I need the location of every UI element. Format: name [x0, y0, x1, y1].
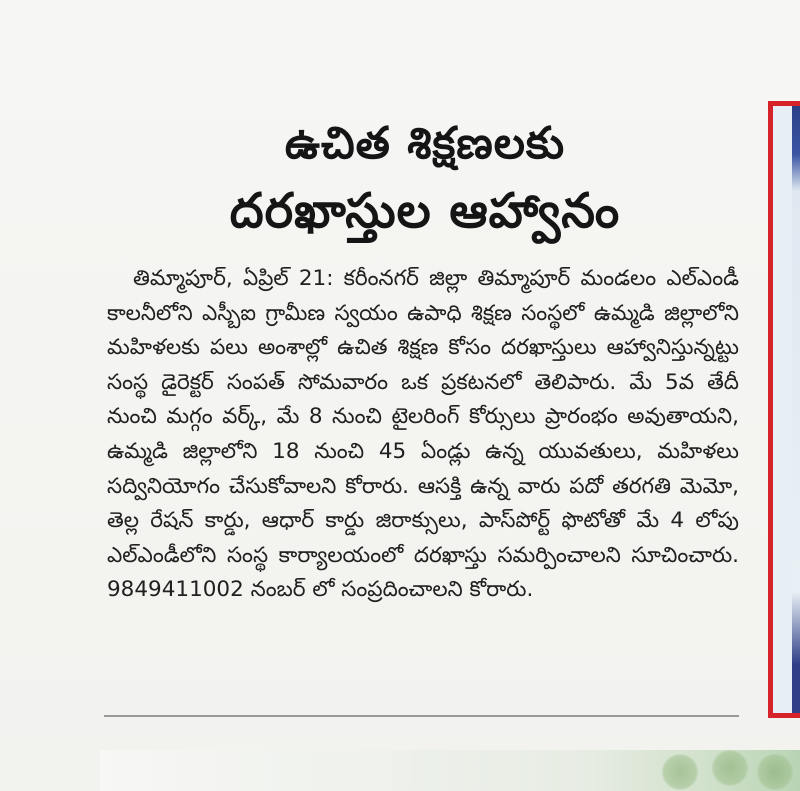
next-article-image-edge: [100, 750, 800, 791]
headline-line-1: ఉచిత శిక్షణలకు: [284, 118, 566, 169]
foliage-shape: [755, 754, 795, 790]
divider-rule: [104, 715, 739, 717]
ad-image-strip: [792, 106, 800, 713]
headline-line-2: దరఖాస్తుల ఆహ్వానం: [229, 183, 621, 239]
foliage-shape: [660, 754, 700, 790]
article-paragraph: తిమ్మాపూర్, ఏప్రిల్ 21: కరీంనగర్ జిల్లా తిమ్మాపూర్ మండలం ఎల్ఎండీ కాలనీలోని ఎస్బీఐ గ్రామీణ స్వయం ఉపాధి శిక్షణ సంస్థలో ఉమ్మడి జిల్లాలోని మహిళలకు పలు అంశాల్లో ఉచిత శిక్షణ కోసం దరఖాస్తులు ఆహ్వానిస్తున్నట్టు సంస్థ డైరెక్టర్ సంపత్ సోమవారం ఒక ప్రకటనలో తెలిపారు. మే 5వ తేదీ నుంచి మగ్గం వర్క్, మే 8 నుంచి టైలరింగ్ కోర్సులు ప్రారంభం అవుతాయని, ఉమ్మడి జిల్లాలోని 18 నుంచి 45 ఏండ్లు ఉన్న యువతులు, మహిళలు సద్వినియోగం చేసుకోవాలని కోరారు. ఆసక్తి ఉన్న వారు పదో తరగతి మెమో, తెల్ల రేషన్ కార్డు, ఆధార్ కార్డు జిరాక్సులు, పాస్‌పోర్ట్ ఫొటోతో మే 4 లోపు ఎల్ఎండీలోని సంస్థ కార్యాలయంలో దరఖాస్తు సమర్పించాలని సూచించారు. 9849411002 నంబర్ లో సంప్రదించాలని కోరారు.: [107, 266, 739, 603]
foliage-shape: [710, 750, 750, 786]
article-body: [107, 262, 739, 608]
adjacent-ad-box: [768, 101, 800, 718]
